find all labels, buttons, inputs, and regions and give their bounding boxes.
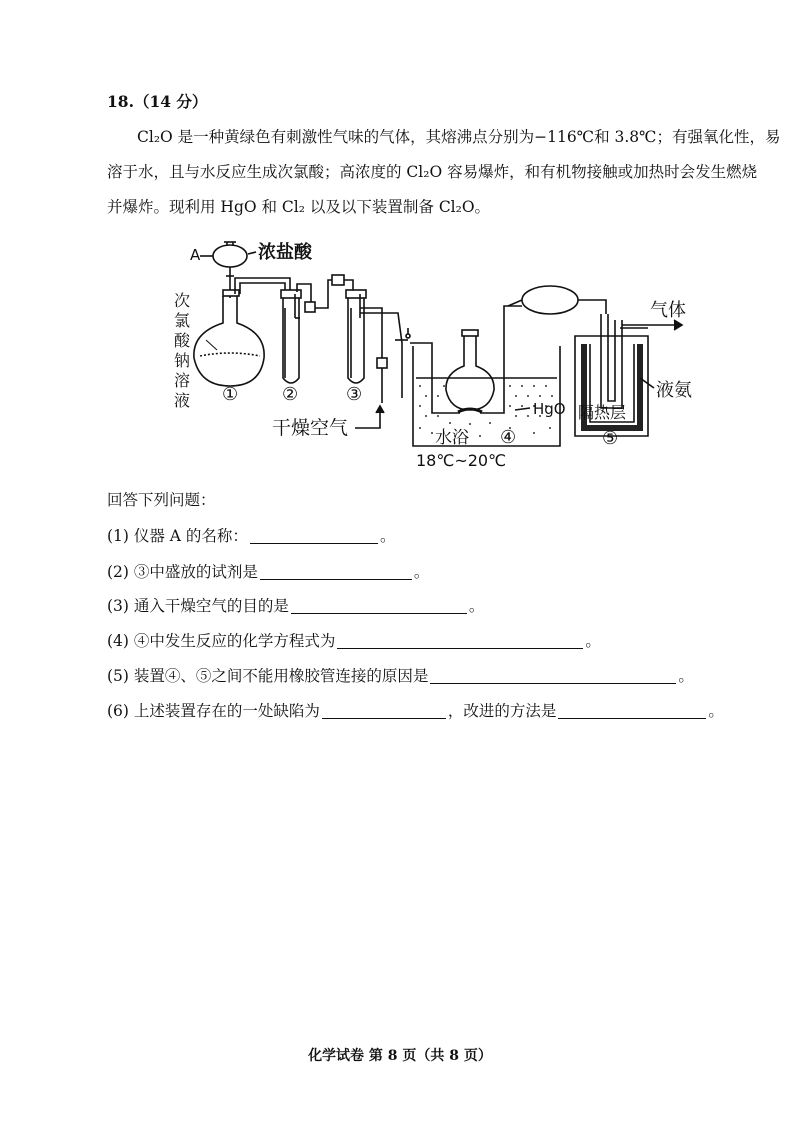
answer-blank-6a[interactable] [322,702,446,719]
label-num-4: ④ [500,427,517,448]
subquestion-5: (5) 装置④、⑤之间不能用橡胶管连接的原因是 。 [107,667,694,685]
label-naclo-1: 次 [174,291,191,310]
label-naclo-3: 酸 [174,331,191,350]
test-tube-3 [346,290,366,383]
apparatus-diagram [170,228,710,478]
label-naclo-2: 氯 [174,311,191,330]
label-water-bath: 水浴 [435,428,469,448]
subquestion-6: (6) 上述装置存在的一处缺陷为 ，改进的方法是 。 [107,702,724,720]
label-naclo-6: 液 [174,391,191,410]
label-num-5: ⑤ [602,428,619,449]
answer-blank-5[interactable] [430,667,676,684]
intro-line-1: Cl₂O 是一种黄绿色有刺激性气味的气体，其熔沸点分别为−116℃和 3.8℃；有强氧化性，易 [137,128,781,146]
subquestion-3: (3) 通入干燥空气的目的是 。 [107,597,485,615]
label-gas: 气体 [650,300,686,321]
test-tube-2 [281,290,301,383]
label-insulation: 隔热层 [578,403,627,422]
reaction-flask-4 [446,330,494,412]
label-dry-air: 干燥空气 [272,417,349,439]
label-num-1: ① [222,384,239,405]
subquestion-1: (1) 仪器 A 的名称： 。 [107,527,396,545]
answer-blank-2[interactable] [260,563,412,580]
label-hgo: HgO [533,400,566,418]
label-num-2: ② [282,384,299,405]
label-naclo-5: 溶 [174,371,191,390]
label-naclo-4: 钠 [174,351,191,370]
page-footer: 化学试卷 第 8 页（共 8 页） [308,1048,492,1064]
answer-blank-4[interactable] [337,632,583,649]
round-bottom-flask-1 [194,290,264,386]
subquestion-2: (2) ③中盛放的试剂是 。 [107,563,430,581]
label-conc-hcl: 浓盐酸 [258,242,312,263]
intro-line-2: 溶于水，且与水反应生成次氯酸；高浓度的 Cl₂O 容易爆炸，和有机物接触或加热时会发生燃烧 [107,163,758,181]
answer-blank-6b[interactable] [558,702,706,719]
label-a: A [190,246,201,264]
answer-blank-3[interactable] [291,597,467,614]
question-header: 18.（14 分） [107,92,208,111]
answer-lead: 回答下列问题： [107,491,216,509]
answer-blank-1[interactable] [250,527,378,544]
label-num-3: ③ [346,384,363,405]
label-liquid-ammonia: 液氨 [656,380,692,401]
label-temperature: 18℃~20℃ [416,451,507,470]
intro-line-3: 并爆炸。现利用 HgO 和 Cl₂ 以及以下装置制备 Cl₂O。 [107,198,491,216]
subquestion-4: (4) ④中发生反应的化学方程式为 。 [107,632,601,650]
